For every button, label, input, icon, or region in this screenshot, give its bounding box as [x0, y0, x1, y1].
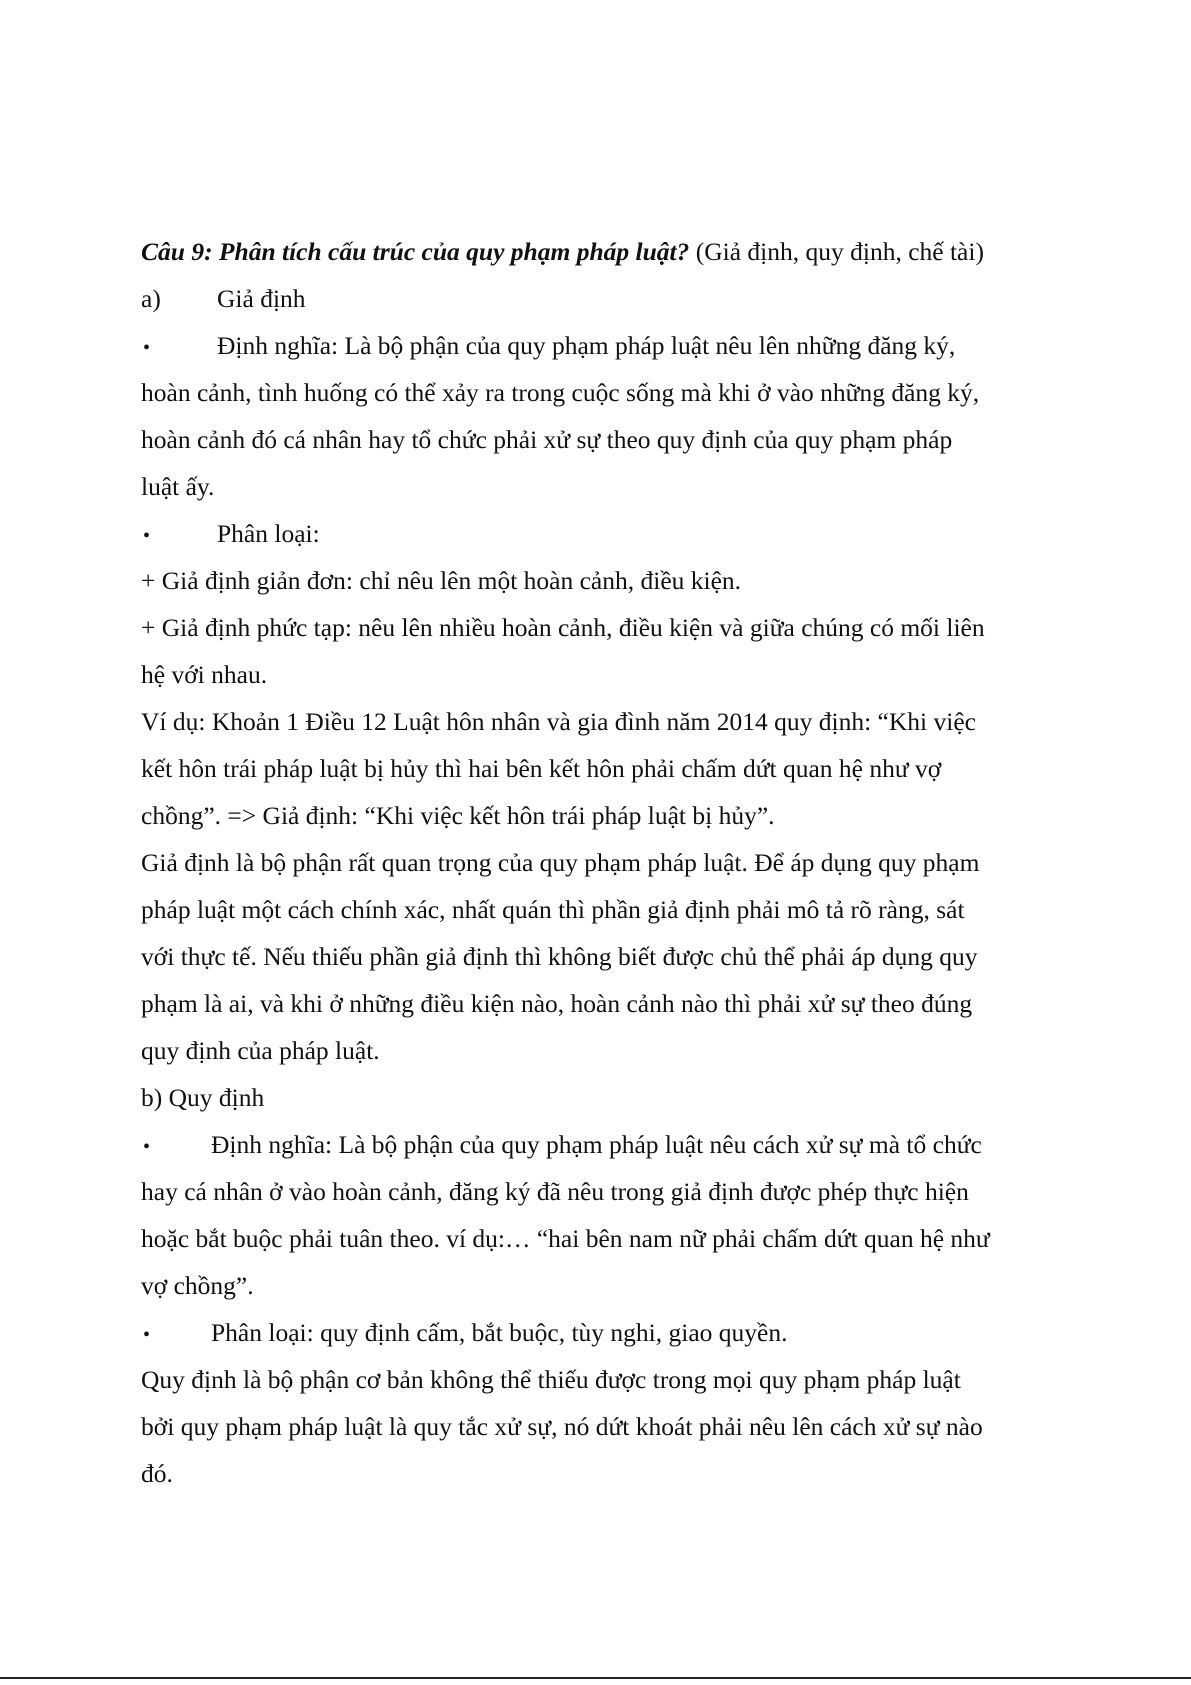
- section-a-definition-line-3: hoàn cảnh đó cá nhân hay tổ chức phải xử sự theo quy định của quy phạm pháp: [141, 425, 953, 454]
- section-b-definition-line-2: hay cá nhân ở vào hoàn cảnh, đăng ký đã nêu trong giả định được phép thực hiện: [141, 1177, 969, 1206]
- bullet-icon: •: [143, 525, 151, 547]
- section-b-importance-line-2: bởi quy phạm pháp luật là quy tắc xử sự, nó dứt khoát phải nêu lên cách xử sự nào: [141, 1412, 983, 1441]
- complex-assumption-line-1: + Giả định phức tạp: nêu lên nhiều hoàn cảnh, điều kiện và giữa chúng có mối liên: [141, 613, 985, 642]
- section-a-definition-line-2: hoàn cảnh, tình huống có thể xảy ra trong cuộc sống mà khi ở vào những đăng ký,: [141, 378, 980, 407]
- document-page: [141, 228, 1061, 1497]
- section-b-importance-line-3: đó.: [141, 1459, 173, 1488]
- section-a-importance-line-5: quy định của pháp luật.: [141, 1036, 380, 1065]
- question-heading: [141, 228, 1061, 275]
- example-line-2: kết hôn trái pháp luật bị hủy thì hai bên kết hôn phải chấm dứt quan hệ như vợ: [141, 754, 942, 783]
- section-a-marker: a): [141, 284, 161, 313]
- section-a-importance-line-1: Giả định là bộ phận rất quan trọng của quy phạm pháp luật. Để áp dụng quy phạm: [141, 848, 980, 877]
- complex-assumption-line-2: hệ với nhau.: [141, 660, 268, 689]
- example-line-1: Ví dụ: Khoản 1 Điều 12 Luật hôn nhân và gia đình năm 2014 quy định: “Khi việc: [141, 707, 976, 736]
- section-a-classification: • Phân loại:: [141, 510, 1061, 557]
- section-a-importance-line-3: với thực tế. Nếu thiếu phần giả định thì không biết được chủ thể phải áp dụng quy: [141, 942, 978, 971]
- page-bottom-rule: [0, 1677, 1191, 1679]
- simple-assumption: + Giả định giản đơn: chỉ nêu lên một hoàn cảnh, điều kiện.: [141, 566, 742, 595]
- section-b-definition-line-3: hoặc bắt buộc phải tuân theo. ví dụ:… “hai bên nam nữ phải chấm dứt quan hệ như: [141, 1224, 990, 1253]
- section-a-definition-line-1: • Định nghĩa: Là bộ phận của quy phạm pháp luật nêu lên những đăng ký,: [141, 322, 1061, 369]
- section-a-title: Giả định: [217, 284, 306, 313]
- section-a-heading: [141, 275, 1061, 322]
- section-b-definition-line-4: vợ chồng”.: [141, 1271, 254, 1300]
- bullet-icon: •: [143, 1136, 151, 1158]
- section-b-heading: b) Quy định: [141, 1083, 265, 1112]
- section-a-definition-line-4: luật ấy.: [141, 472, 215, 501]
- section-a-importance-line-2: pháp luật một cách chính xác, nhất quán thì phần giả định phải mô tả rõ ràng, sát: [141, 895, 965, 924]
- question-note: (Giả định, quy định, chế tài): [689, 237, 984, 266]
- section-b-importance-line-1: Quy định là bộ phận cơ bản không thể thiếu được trong mọi quy phạm pháp luật: [141, 1365, 961, 1394]
- section-b-classification: • Phân loại: quy định cấm, bắt buộc, tùy nghi, giao quyền.: [141, 1309, 1061, 1356]
- section-a-importance-line-4: phạm là ai, và khi ở những điều kiện nào, hoàn cảnh nào thì phải xử sự theo đúng: [141, 989, 973, 1018]
- section-b-definition-line-1: • Định nghĩa: Là bộ phận của quy phạm pháp luật nêu cách xử sự mà tổ chức: [141, 1121, 1061, 1168]
- bullet-icon: •: [143, 337, 151, 359]
- example-line-3: chồng”. => Giả định: “Khi việc kết hôn trái pháp luật bị hủy”.: [141, 801, 775, 830]
- bullet-icon: •: [143, 1324, 151, 1346]
- question-title: Câu 9: Phân tích cấu trúc của quy phạm pháp luật?: [141, 237, 690, 266]
